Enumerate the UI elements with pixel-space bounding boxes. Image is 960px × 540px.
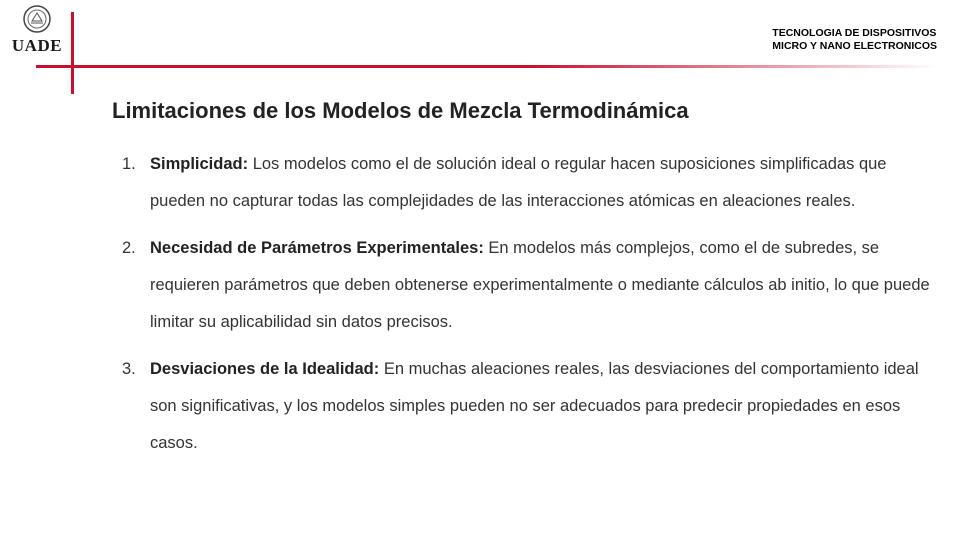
list-item-term: Simplicidad:: [150, 155, 249, 173]
logo-text: UADE: [11, 36, 63, 55]
list-item: [122, 230, 932, 341]
list-item-body: [150, 230, 932, 341]
uade-logo: [8, 4, 66, 60]
slide-title: Limitaciones de los Modelos de Mezcla Termodinámica: [112, 98, 689, 123]
list-item-body: [150, 146, 932, 220]
list-item: [122, 146, 932, 220]
limitations-list: [122, 146, 932, 472]
list-item: [122, 351, 932, 462]
course-name-line-2: MICRO Y NANO ELECTRONICOS: [772, 40, 937, 52]
header-vertical-rule: [71, 12, 74, 94]
list-item-term: Desviaciones de la Idealidad:: [150, 360, 380, 378]
list-item-text: En modelos más complejos, como el de subredes, se requieren parámetros que deben obtenerse experimentalmente o mediante cálculos ab initio, lo que puede limitar su aplicabilidad sin datos precisos.: [150, 239, 930, 331]
list-item-text: En muchas aleaciones reales, las desviaciones del comportamiento ideal son significativas, y los modelos simples pueden no ser adecuados para predecir propiedades en esos casos.: [150, 360, 919, 452]
list-item-number: 2.: [122, 239, 136, 257]
university-seal-icon: [22, 4, 52, 34]
list-item-term: Necesidad de Parámetros Experimentales:: [150, 239, 484, 257]
list-item-number: 3.: [122, 360, 136, 378]
list-item-body: [150, 351, 932, 462]
list-item-number: 1.: [122, 155, 136, 173]
list-item-text: Los modelos como el de solución ideal o regular hacen suposiciones simplificadas que pueden no capturar todas las complejidades de las interacciones atómicas en aleaciones reales.: [150, 155, 887, 210]
header-horizontal-rule: [36, 65, 936, 68]
course-name-line-1: TECNOLOGIA DE DISPOSITIVOS: [772, 27, 937, 39]
course-name: [772, 27, 937, 53]
